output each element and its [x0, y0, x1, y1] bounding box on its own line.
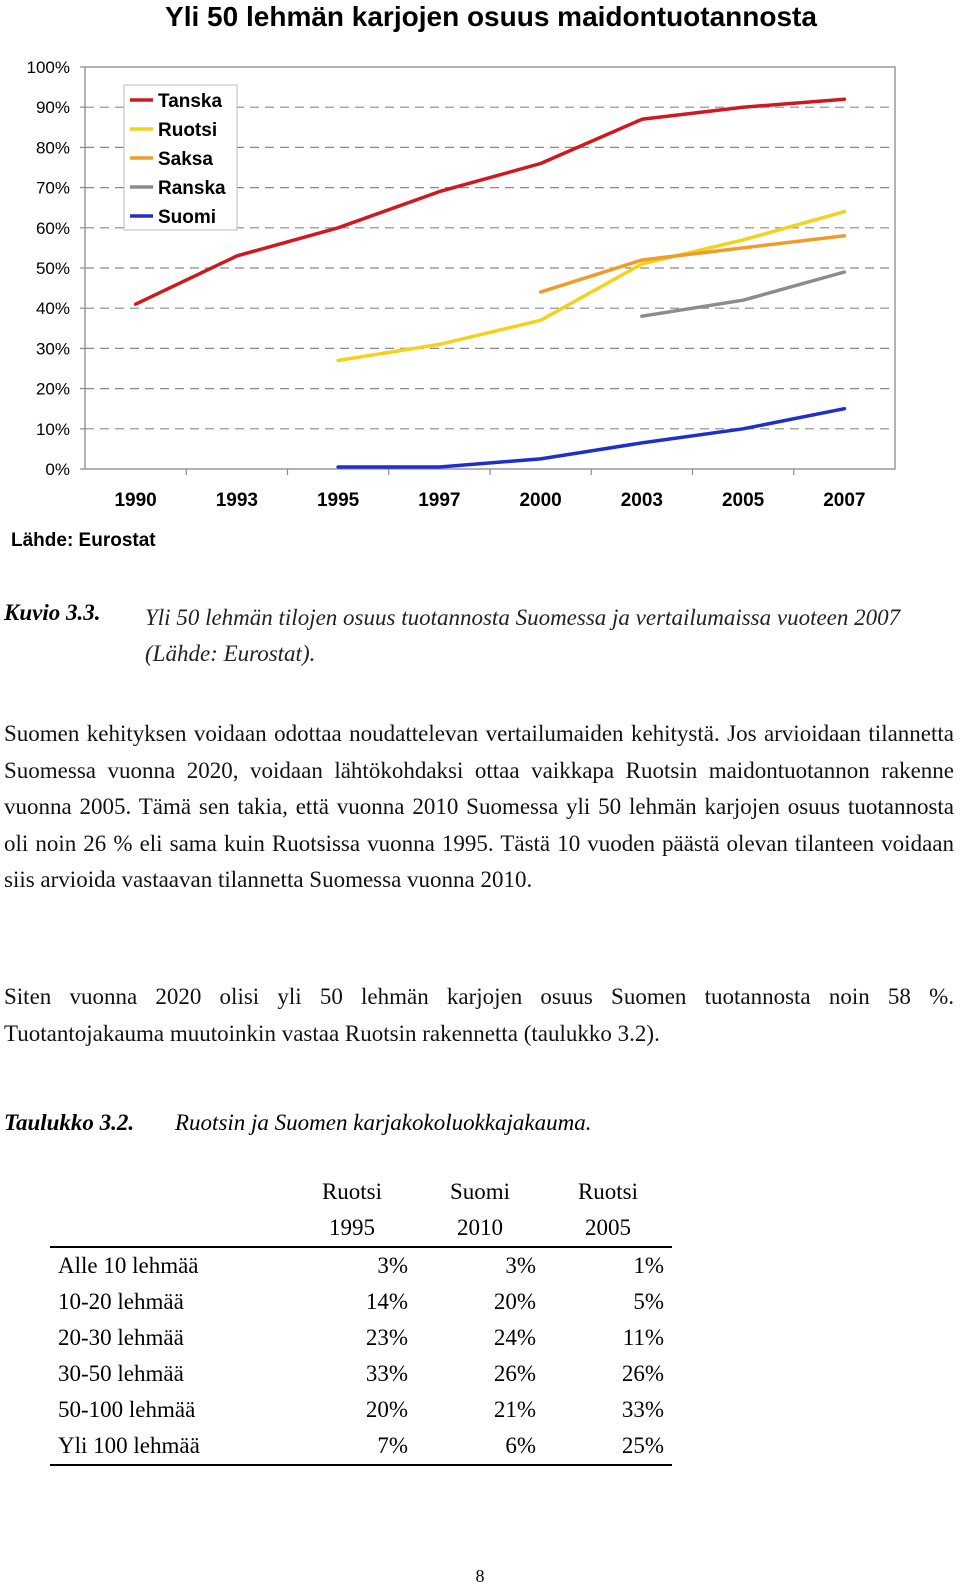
- cell-value: 20%: [493, 1289, 536, 1314]
- table-row: [50, 1392, 672, 1428]
- x-tick-label: 2007: [823, 490, 866, 511]
- chart-title: Yli 50 lehmän karjojen osuus maidontuotannosta: [165, 1, 817, 32]
- legend-label: Ruotsi: [158, 120, 218, 141]
- table-row: [50, 1428, 672, 1465]
- cell-value: 6%: [416, 1428, 544, 1465]
- body-paragraph-1: Suomen kehityksen voidaan odottaa noudattelevan vertailumaiden kehitystä. Jos arvioidaan tilannetta Suomessa vuonna 2020, voidaan lähtökohdaksi ottaa vaikkapa Ruotsin maidontuotannon rakenne vuonna 2005. Tämä sen takia, että vuonna 2010 Suomessa yli 50 lehmän karjojen osuus tuotannosta oli noin 26 % eli sama kuin Ruotsissa vuonna 1995. Tästä 10 vuoden päästä olevan tilanteen voidaan siis arvioida vastaavan tilannetta Suomessa vuonna 2010.: [4, 721, 954, 892]
- cell-value: 24%: [493, 1325, 536, 1350]
- y-tick-label: 100%: [26, 58, 70, 77]
- table-caption-label: Taulukko 3.2.: [4, 1110, 135, 1135]
- table-header-year: 2005: [544, 1210, 672, 1247]
- table-header-country: Suomi: [449, 1179, 511, 1204]
- series-line-tanska: [136, 99, 845, 304]
- cell-value: 20%: [365, 1397, 408, 1422]
- cell-value: 14%: [365, 1289, 408, 1314]
- x-tick-label: 2000: [519, 490, 562, 511]
- table-caption-title: Ruotsin ja Suomen karjakokoluokkajakauma.: [175, 1110, 592, 1135]
- cell-value: 26%: [493, 1361, 536, 1386]
- x-tick-label: 2005: [721, 490, 765, 511]
- x-tick-label: 1990: [114, 490, 157, 511]
- legend-label: Saksa: [158, 149, 213, 170]
- row-label: 50-100 lehmää: [58, 1397, 196, 1422]
- cell-value: 26%: [621, 1361, 664, 1386]
- chart-legend: [124, 85, 237, 230]
- y-tick-label: 20%: [35, 379, 70, 399]
- table-header-country: Ruotsi: [321, 1179, 383, 1204]
- cell-value: 3%: [377, 1253, 408, 1278]
- figure-caption-label: Kuvio 3.3.: [4, 600, 101, 625]
- y-tick-label: 80%: [35, 138, 70, 158]
- cell-value: 21%: [493, 1397, 536, 1422]
- table-header-empty: [50, 1174, 288, 1210]
- line-chart: [0, 0, 960, 570]
- cell-value: 5%: [633, 1289, 664, 1314]
- x-tick-label: 1993: [215, 490, 259, 511]
- row-label: 30-50 lehmää: [58, 1361, 184, 1386]
- cell-value: 23%: [365, 1325, 408, 1350]
- cell-value: 33%: [365, 1361, 408, 1386]
- x-tick-label: 1995: [316, 490, 360, 511]
- chart-source: Lähde: Eurostat: [11, 530, 156, 551]
- table-row: [50, 1284, 672, 1320]
- page-number: 8: [475, 1566, 485, 1586]
- legend-label: Tanska: [158, 91, 223, 112]
- table-header-row: [50, 1174, 672, 1210]
- row-label: Alle 10 lehmää: [58, 1253, 199, 1278]
- table-header-year: 2010: [416, 1210, 544, 1247]
- series-line-ranska: [642, 272, 845, 316]
- row-label: Yli 100 lehmää: [50, 1428, 288, 1465]
- row-label: 20-30 lehmää: [58, 1325, 184, 1350]
- figure-caption-text: Yli 50 lehmän tilojen osuus tuotannosta Suomessa ja vertailumaissa vuoteen 2007 (Lähde: Eurostat).: [145, 605, 901, 666]
- cell-value: 11%: [622, 1325, 664, 1350]
- cell-value: 3%: [505, 1253, 536, 1278]
- y-tick-label: 70%: [35, 178, 70, 198]
- cell-value: 7%: [288, 1428, 416, 1465]
- table-row: [50, 1356, 672, 1392]
- series-line-ruotsi: [338, 212, 844, 361]
- table-header-year: 1995: [288, 1210, 416, 1247]
- series-line-suomi: [338, 409, 844, 467]
- y-tick-label: 10%: [35, 419, 70, 439]
- y-tick-label: 60%: [35, 218, 70, 238]
- cell-value: 33%: [621, 1397, 664, 1422]
- y-tick-label: 0%: [45, 460, 70, 479]
- cell-value: 1%: [633, 1253, 664, 1278]
- table-row: [50, 1320, 672, 1356]
- body-paragraph-2: Siten vuonna 2020 olisi yli 50 lehmän karjojen osuus Suomen tuotannosta noin 58 %. Tuotantojakauma muutoinkin vastaa Ruotsin rakennetta (taulukko 3.2).: [4, 984, 954, 1046]
- y-tick-label: 90%: [35, 98, 70, 118]
- cell-value: 25%: [544, 1428, 672, 1465]
- legend-label: Suomi: [158, 207, 217, 228]
- distribution-table: [50, 1174, 672, 1466]
- x-tick-label: 2003: [620, 490, 664, 511]
- row-label: 10-20 lehmää: [58, 1289, 184, 1314]
- x-tick-label: 1997: [418, 490, 461, 511]
- y-tick-label: 50%: [35, 259, 70, 278]
- legend-label: Ranska: [158, 178, 226, 199]
- table-header-row: [50, 1210, 672, 1247]
- y-tick-label: 30%: [35, 339, 70, 359]
- y-tick-label: 40%: [35, 299, 70, 319]
- table-header-country: Ruotsi: [577, 1179, 639, 1204]
- table-row: [50, 1247, 672, 1284]
- table-header-empty: [50, 1210, 288, 1247]
